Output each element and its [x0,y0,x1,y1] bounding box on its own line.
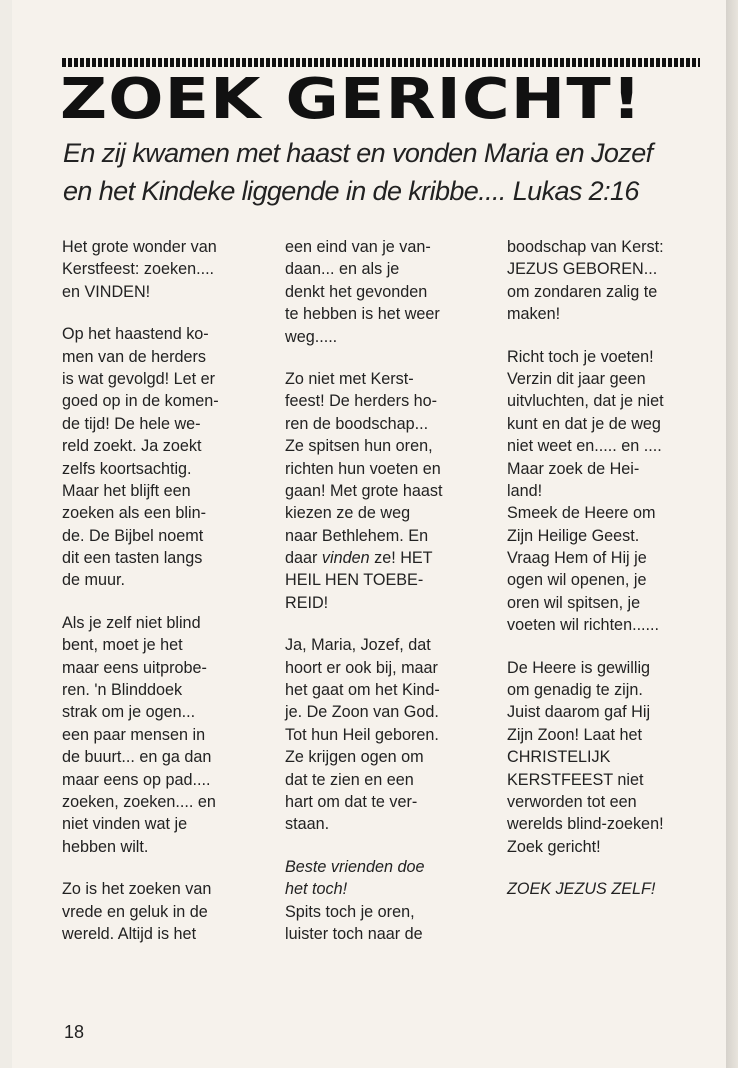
text-line: boodschap van Kerst: [507,238,664,256]
text-line: maken! [507,305,561,324]
text-line: CHRISTELIJK [507,748,611,767]
text-line: JEZUS GEBOREN... [507,260,658,279]
text-line: naar Bethlehem. En [285,526,429,545]
text-line: gaan! Met grote haast [285,481,443,500]
text-line: Richt toch je voeten! [507,347,654,366]
text-line: Maar zoek de Hei- [507,459,640,478]
page-edge [726,0,738,1068]
headline: ZOEK GERICHT! [60,67,643,132]
text-line: en VINDEN! [62,282,151,301]
text-line: uitvluchten, dat je niet [507,392,664,411]
text-line: Zijn Zoon! Laat het [507,725,642,744]
text-line: Op het haastend ko- [62,325,209,344]
text-line: ren. 'n Blinddoek [62,681,183,700]
text-line: reld zoekt. Ja zoekt [62,437,202,456]
text-run: ze! HET [369,549,433,568]
text-line: zelfs koortsachtig. [62,459,192,478]
text-line: zoeken als een blin- [62,504,206,523]
text-line: te hebben is het weer [285,305,440,324]
text-line: ren de boodschap... [285,414,429,433]
text-line: je. De Zoon van God. [285,703,439,722]
text-line: Vraag Hem of Hij je [507,549,647,568]
text-line: Kerstfeest: zoeken.... [62,260,215,279]
text-line: Zoek gericht! [507,837,601,856]
text-line: daan... en als je [285,260,400,279]
text-line: bent, moet je het [62,636,183,655]
text-line: denkt het gevonden [285,282,428,301]
text-line: Spits toch je oren, [285,902,415,921]
text-line: Zo is het zoeken van [62,880,212,899]
text-line: hart om dat te ver- [285,792,418,811]
text-line: Maar het blijft een [62,481,191,500]
text-run: daar [285,549,322,568]
text-line: hebben wilt. [62,837,149,856]
subtitle-line: En zij kwamen met haast en vonden Maria en Jozef [63,138,653,168]
text-line: REID! [285,593,329,612]
text-line: verworden tot een [507,792,637,811]
text-line: wereld. Altijd is het [62,924,197,943]
text-line: het gaat om het Kind- [285,681,440,700]
text-line: Het grote wonder van [62,238,217,256]
text-line: KERSTFEEST niet [507,770,644,789]
text-line [285,547,485,569]
text-line: HEIL HEN TOEBE- [285,571,424,590]
text-line: zoeken, zoeken.... en [62,792,216,811]
dotted-rule [62,58,700,67]
subtitle [63,134,703,210]
text-line: vrede en geluk in de [62,902,208,921]
text-line: land! [507,481,543,500]
text-line: feest! De herders ho- [285,392,438,411]
text-column-3 [507,236,707,901]
text-line: voeten wil richten...... [507,616,660,635]
text-column-2 [285,236,485,945]
text-line: Zijn Heilige Geest. [507,526,640,545]
text-line: richten hun voeten en [285,459,441,478]
text-line: werelds blind-zoeken! [507,815,664,834]
text-line: strak om je ogen... [62,703,196,722]
text-line: het toch! [285,880,348,899]
text-line: weg..... [285,327,338,346]
text-line: Verzin dit jaar geen [507,369,646,388]
text-line: Smeek de Heere om [507,504,656,523]
text-line: een eind van je van- [285,238,431,256]
text-line: staan. [285,815,330,834]
emphasis-text: vinden [321,549,370,568]
text-line: de. De Bijbel noemt [62,526,204,545]
text-column-1 [62,236,262,945]
text-line: is wat gevolgd! Let er [62,369,215,388]
text-line: niet weet en..... en .... [507,437,662,456]
text-line: kiezen ze de weg [285,504,411,523]
text-line: Tot hun Heil geboren. [285,725,439,744]
text-line: om zondaren zalig te [507,282,658,301]
text-line: luister toch naar de [285,924,423,943]
text-line: men van de herders [62,347,206,366]
text-line: de muur. [62,571,125,590]
text-line: Ja, Maria, Jozef, dat [285,636,431,655]
text-line: niet vinden wat je [62,815,188,834]
text-line: om genadig te zijn. [507,681,643,700]
text-line: goed op in de komen- [62,392,219,411]
text-line: dit een tasten langs [62,549,203,568]
text-line: ogen wil openen, je [507,571,647,590]
text-line: hoort er ook bij, maar [285,658,438,677]
text-line: oren wil spitsen, je [507,593,641,612]
text-line: Ze krijgen ogen om [285,748,424,767]
text-line: Juist daarom gaf Hij [507,703,651,722]
closing-line: ZOEK JEZUS ZELF! [507,880,656,899]
page-number: 18 [64,1022,85,1042]
text-line: Zo niet met Kerst- [285,369,414,388]
text-line: een paar mensen in [62,725,206,744]
text-line: de tijd! De hele we- [62,414,201,433]
text-line: De Heere is gewillig [507,658,651,677]
text-line: maar eens op pad.... [62,770,211,789]
text-line: dat te zien en een [285,770,414,789]
text-line: Ze spitsen hun oren, [285,437,433,456]
text-line: de buurt... en ga dan [62,748,212,767]
text-line: Beste vrienden doe [285,857,425,876]
text-line: maar eens uitprobe- [62,658,207,677]
text-line: Als je zelf niet blind [62,613,201,632]
text-line: kunt en dat je de weg [507,414,661,433]
subtitle-line: en het Kindeke liggende in de kribbe.... Lukas 2:16 [63,176,639,206]
